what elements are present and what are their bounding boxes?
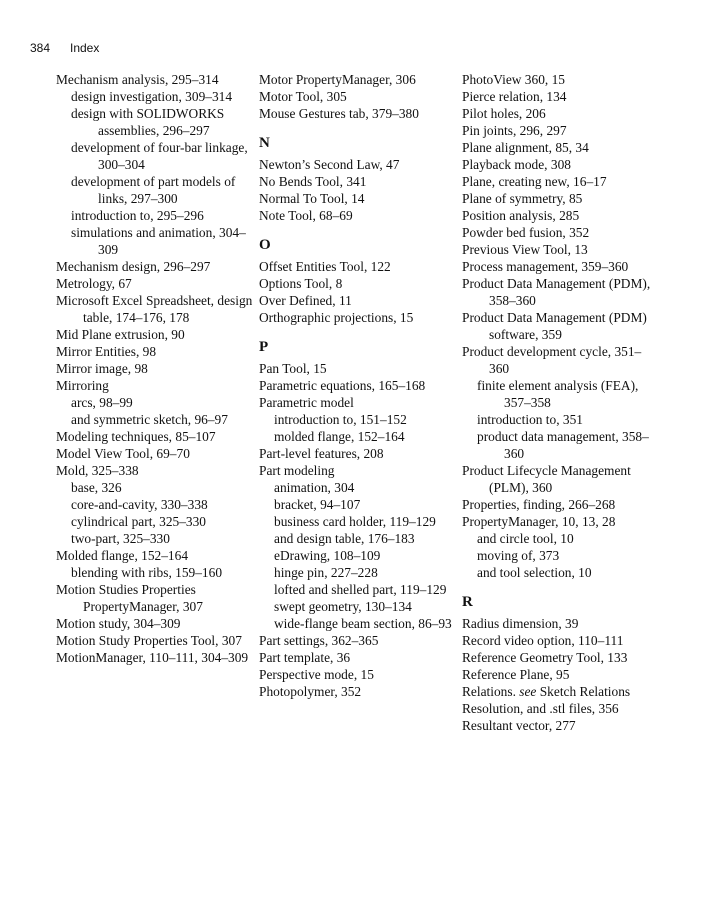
index-subentry: bracket, 94–107 (274, 497, 361, 512)
index-entry: Part settings, 362–365 (259, 633, 379, 648)
index-entry: Note Tool, 68–69 (259, 208, 353, 223)
index-entry: Plane, creating new, 16–17 (462, 174, 607, 189)
page-number: 384 (30, 41, 51, 55)
index-entry: Modeling techniques, 85–107 (56, 429, 216, 444)
index-subentry: base, 326 (71, 480, 122, 495)
index-entry: Mouse Gestures tab, 379–380 (259, 106, 419, 121)
index-entry: Parametric equations, 165–168 (259, 378, 426, 393)
index-entry: Product Data Management (PDM) software, 359 (462, 310, 647, 342)
index-subentry: wide-flange beam section, 86–93 (274, 616, 452, 631)
index-entry: PhotoView 360, 15 (462, 72, 565, 87)
index-entry: Parametric model (259, 395, 354, 410)
index-subentry: business card holder, 119–129 (274, 514, 436, 529)
index-column-2 (259, 71, 457, 700)
index-subentry: hinge pin, 227–228 (274, 565, 378, 580)
index-subentry: simulations and animation, 304–309 (71, 225, 246, 257)
index-entry: Photopolymer, 352 (259, 684, 362, 699)
index-entry: Mechanism analysis, 295–314 (56, 72, 219, 87)
index-entry: Reference Geometry Tool, 133 (462, 650, 628, 665)
index-entry: Mirroring (56, 378, 109, 393)
index-entry: Pilot holes, 206 (462, 106, 546, 121)
index-entry: Motion Study Properties Tool, 307 (56, 633, 242, 648)
index-entry: Motion study, 304–309 (56, 616, 181, 631)
index-subentry: animation, 304 (274, 480, 355, 495)
index-subentry: product data management, 358–360 (477, 429, 649, 461)
index-subentry: lofted and shelled part, 119–129 (274, 582, 447, 597)
index-entry: MotionManager, 110–111, 304–309 (56, 650, 249, 665)
index-entry: Radius dimension, 39 (462, 616, 579, 631)
index-subentry: core-and-cavity, 330–338 (71, 497, 208, 512)
index-subentry: and circle tool, 10 (477, 531, 574, 546)
index-entry: Pin joints, 296, 297 (462, 123, 567, 138)
index-subentry: design investigation, 309–314 (71, 89, 233, 104)
index-entry: Model View Tool, 69–70 (56, 446, 190, 461)
index-entry: Motion Studies Properties PropertyManager, 307 (56, 582, 203, 614)
index-entry: Reference Plane, 95 (462, 667, 570, 682)
index-column-3 (462, 71, 660, 734)
index-subentry: molded flange, 152–164 (274, 429, 405, 444)
index-entry: Powder bed fusion, 352 (462, 225, 590, 240)
index-entry: Molded flange, 152–164 (56, 548, 189, 563)
index-subentry: two-part, 325–330 (71, 531, 170, 546)
index-subentry: swept geometry, 130–134 (274, 599, 412, 614)
index-entry: Process management, 359–360 (462, 259, 629, 274)
index-subentry: arcs, 98–99 (71, 395, 133, 410)
index-entry: Pan Tool, 15 (259, 361, 327, 376)
index-subentry: cylindrical part, 325–330 (71, 514, 206, 529)
index-entry: Relations. see Sketch Relations (462, 684, 631, 699)
index-entry: Previous View Tool, 13 (462, 242, 588, 257)
index-entry: Part template, 36 (259, 650, 351, 665)
index-entry: Mirror Entities, 98 (56, 344, 157, 359)
section-letter-r: R (462, 594, 473, 610)
index-entry: Properties, finding, 266–268 (462, 497, 616, 512)
index-subentry: finite element analysis (FEA), 357–358 (477, 378, 639, 410)
index-entry: Part-level features, 208 (259, 446, 384, 461)
index-entry: Microsoft Excel Spreadsheet, design table, 174–176, 178 (56, 293, 253, 325)
index-entry: Motor PropertyManager, 306 (259, 72, 416, 87)
section-letter-n: N (259, 135, 270, 151)
index-entry: Offset Entities Tool, 122 (259, 259, 391, 274)
index-entry: Over Defined, 11 (259, 293, 352, 308)
index-entry: Orthographic projections, 15 (259, 310, 414, 325)
index-subentry: introduction to, 351 (477, 412, 584, 427)
index-subentry: introduction to, 295–296 (71, 208, 204, 223)
running-title: Index (70, 41, 100, 55)
index-entry: Metrology, 67 (56, 276, 132, 291)
index-entry: Mirror image, 98 (56, 361, 148, 376)
index-subentry: eDrawing, 108–109 (274, 548, 381, 563)
index-entry: Mechanism design, 296–297 (56, 259, 211, 274)
index-entry: Record video option, 110–111 (462, 633, 624, 648)
index-entry: Product development cycle, 351–360 (462, 344, 642, 376)
index-entry: Motor Tool, 305 (259, 89, 347, 104)
index-subentry: introduction to, 151–152 (274, 412, 407, 427)
index-entry: Newton’s Second Law, 47 (259, 157, 400, 172)
index-subentry: design with SOLIDWORKS assemblies, 296–297 (71, 106, 225, 138)
index-subentry: and tool selection, 10 (477, 565, 592, 580)
index-subentry: moving of, 373 (477, 548, 560, 563)
index-subentry: and symmetric sketch, 96–97 (71, 412, 228, 427)
index-entry: Normal To Tool, 14 (259, 191, 365, 206)
index-entry: No Bends Tool, 341 (259, 174, 367, 189)
page-header (30, 41, 99, 55)
index-entry: Options Tool, 8 (259, 276, 343, 291)
index-entry: Plane alignment, 85, 34 (462, 140, 589, 155)
index-entry: Plane of symmetry, 85 (462, 191, 583, 206)
index-entry: Pierce relation, 134 (462, 89, 567, 104)
section-letter-o: O (259, 237, 271, 253)
index-subentry: and design table, 176–183 (274, 531, 415, 546)
index-entry: Mold, 325–338 (56, 463, 139, 478)
index-entry: Part modeling (259, 463, 335, 478)
index-entry: Mid Plane extrusion, 90 (56, 327, 185, 342)
index-entry: Perspective mode, 15 (259, 667, 374, 682)
index-subentry: development of part models of links, 297–300 (71, 174, 236, 206)
index-entry: Resolution, and .stl files, 356 (462, 701, 619, 716)
index-entry: Resultant vector, 277 (462, 718, 576, 733)
section-letter-p: P (259, 339, 269, 355)
index-entry: PropertyManager, 10, 13, 28 (462, 514, 616, 529)
index-column-1 (56, 71, 254, 666)
index-subentry: blending with ribs, 159–160 (71, 565, 223, 580)
index-entry: Product Lifecycle Management (PLM), 360 (462, 463, 631, 495)
index-entry: Playback mode, 308 (462, 157, 571, 172)
index-entry: Product Data Management (PDM), 358–360 (462, 276, 651, 308)
index-subentry: development of four-bar linkage, 300–304 (71, 140, 248, 172)
index-entry: Position analysis, 285 (462, 208, 580, 223)
